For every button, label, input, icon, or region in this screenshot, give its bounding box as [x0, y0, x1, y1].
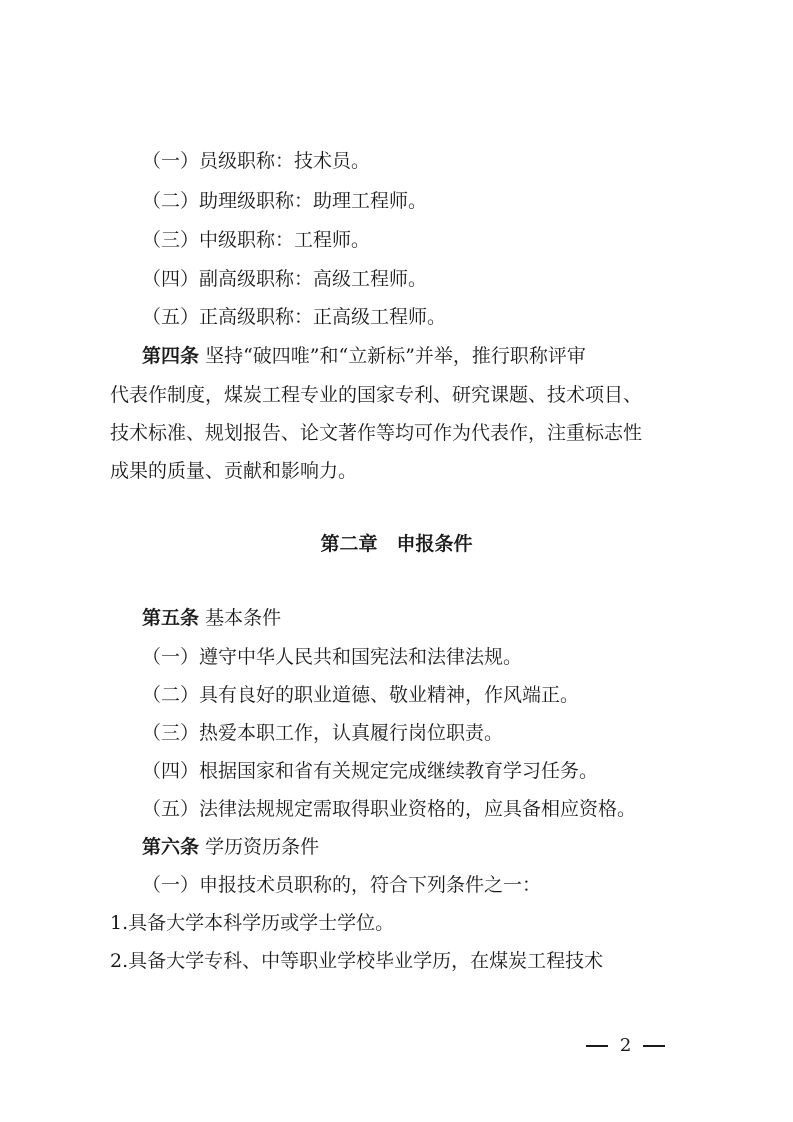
article-5-item-4: （四）根据国家和省有关规定完成继续教育学习任务。	[142, 760, 599, 782]
article-4-label: 第四条	[142, 345, 200, 367]
article-6-item-1: （一）申报技术员职称的，符合下列条件之一：	[142, 874, 542, 896]
footer-dash-left	[586, 1045, 608, 1047]
article-6-heading	[0, 833, 793, 861]
article-5-label: 第五条	[142, 607, 200, 629]
article-4-text-1: 坚持“破四唯”和“立新标”并举，推行职称评审	[205, 345, 586, 367]
article-5-item-5: （五）法律法规规定需取得职业资格的，应具备相应资格。	[142, 798, 637, 820]
title-level-senior: （五）正高级职称：正高级工程师。	[142, 306, 447, 328]
page-footer	[586, 1034, 665, 1058]
article-4-text-2: 代表作制度，煤炭工程专业的国家专利、研究课题、技术项目、	[110, 384, 643, 406]
article-6-label: 第六条	[142, 836, 200, 858]
chapter-heading: 第二章 申报条件	[320, 533, 473, 555]
article-6-subitem-1: 1.具备大学本科学历或学士学位。	[110, 912, 395, 934]
article-6-title: 学历资历条件	[205, 836, 320, 858]
article-5-item-2: （二）具有良好的职业道德、敬业精神，作风端正。	[142, 684, 580, 706]
article-5-title: 基本条件	[205, 607, 282, 629]
page-number: 2	[619, 1035, 632, 1056]
article-5-item-3: （三）热爱本职工作，认真履行岗位职责。	[142, 722, 504, 744]
article-4-text-4: 成果的质量、贡献和影响力。	[110, 460, 358, 482]
article-6-subitem-2: 2.具备大学专科、中等职业学校毕业学历，在煤炭工程技术	[110, 950, 604, 972]
title-level-junior: （一）员级职称：技术员。	[142, 150, 371, 172]
article-4-first-line	[0, 342, 793, 370]
article-5-heading	[0, 604, 793, 632]
title-level-assistant: （二）助理级职称：助理工程师。	[142, 190, 428, 212]
article-4-text-3: 技术标准、规划报告、论文著作等均可作为代表作，注重标志性	[110, 422, 643, 444]
footer-dash-right	[643, 1045, 665, 1047]
title-level-deputy-senior: （四）副高级职称：高级工程师。	[142, 268, 428, 290]
title-level-intermediate: （三）中级职称：工程师。	[142, 229, 371, 251]
article-5-item-1: （一）遵守中华人民共和国宪法和法律法规。	[142, 646, 523, 668]
